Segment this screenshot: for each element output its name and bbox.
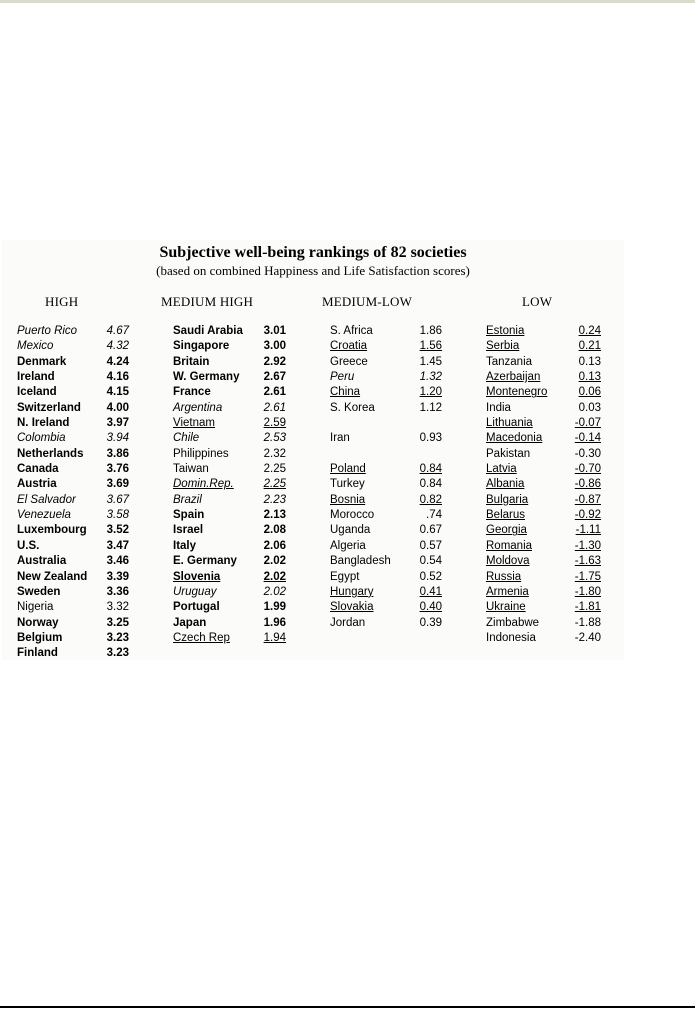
country-name: Uganda: [330, 524, 371, 537]
country-name: China: [330, 386, 361, 399]
ranking-row-medium-low: [330, 585, 442, 600]
score-value: 4.32: [106, 340, 129, 353]
country-name: Jordan: [330, 616, 366, 629]
ranking-row-high: [17, 447, 129, 462]
country-name: Colombia: [17, 432, 66, 445]
country-name: Peru: [330, 371, 355, 384]
score-value: -1.63: [574, 555, 601, 568]
country-name: Bulgaria: [486, 493, 529, 506]
ranking-row-medium-high: [173, 616, 286, 631]
column-header-medium-low: MEDIUM-LOW: [322, 294, 413, 309]
score-value: 0.52: [419, 570, 442, 583]
ranking-row-medium-low: [330, 493, 442, 508]
country-name: Slovakia: [330, 601, 374, 614]
score-value: 2.32: [263, 447, 286, 460]
score-value: 3.36: [106, 585, 129, 598]
country-name: India: [486, 401, 511, 414]
score-value: 1.94: [263, 631, 286, 644]
figure-subtitle: (based on combined Happiness and Life Satisfaction scores): [156, 263, 470, 278]
ranking-row-medium-low: [330, 447, 442, 462]
ranking-row-medium-low: [330, 462, 442, 477]
ranking-row-high: [17, 585, 129, 600]
country-name: Iran: [330, 432, 350, 445]
ranking-row-high: [17, 631, 129, 646]
ranking-row-medium-low: [330, 523, 442, 538]
score-value: 3.00: [263, 340, 286, 353]
score-value: 3.23: [106, 631, 129, 644]
score-value: 0.40: [419, 601, 442, 614]
ranking-row-medium-high: [173, 570, 286, 585]
ranking-row-medium-high: [173, 462, 286, 477]
ranking-row-low: [486, 462, 601, 477]
score-value: 2.06: [263, 539, 286, 552]
score-value: 0.03: [578, 401, 601, 414]
country-name: Belgium: [17, 631, 63, 644]
ranking-row-low: [486, 401, 601, 416]
score-value: 4.00: [106, 401, 129, 414]
score-value: 0.13: [578, 355, 601, 368]
country-name: Uruguay: [173, 585, 217, 598]
country-name: Macedonia: [486, 432, 543, 445]
country-name: Zimbabwe: [486, 616, 540, 629]
ranking-row-low: [486, 585, 601, 600]
figure-title: Subjective well-being rankings of 82 societies: [159, 244, 467, 261]
country-name: New Zealand: [17, 570, 88, 583]
score-value: 0.82: [419, 493, 442, 506]
ranking-row-high: [17, 401, 129, 416]
ranking-row-low: [486, 508, 601, 523]
score-value: 0.93: [419, 432, 442, 445]
score-value: 1.56: [419, 340, 442, 353]
ranking-row-low: [486, 416, 601, 431]
ranking-row-medium-high: [173, 493, 286, 508]
ranking-row-medium-low: [330, 324, 442, 339]
country-name: Turkey: [330, 478, 365, 491]
score-value: 3.94: [106, 432, 129, 445]
score-value: -0.30: [574, 447, 601, 460]
country-name: Iceland: [17, 386, 57, 399]
score-value: -1.30: [574, 539, 601, 552]
score-value: 1.20: [419, 386, 442, 399]
ranking-row-medium-high: [173, 539, 286, 554]
country-name: Japan: [173, 616, 207, 629]
ranking-row-medium-low: [330, 477, 442, 492]
ranking-row-low: [486, 554, 601, 569]
ranking-row-medium-high: [173, 401, 286, 416]
ranking-row-high: [17, 477, 129, 492]
ranking-row-high: [17, 385, 129, 400]
country-name: Poland: [330, 463, 366, 476]
column-header-low: LOW: [522, 294, 553, 309]
country-name: Montenegro: [486, 386, 548, 399]
country-name: Slovenia: [173, 570, 221, 583]
ranking-row-medium-low: [330, 539, 442, 554]
ranking-row-medium-high: [173, 600, 286, 615]
score-value: 0.24: [578, 325, 601, 337]
country-name: Belarus: [486, 509, 525, 522]
score-value: 2.53: [263, 432, 286, 445]
country-name: Norway: [17, 616, 59, 629]
country-name: Ireland: [17, 371, 55, 384]
country-name: Ukraine: [486, 601, 526, 614]
ranking-row-low: [486, 616, 601, 631]
country-name: S. Korea: [330, 401, 375, 414]
country-name: Canada: [17, 463, 59, 476]
country-name: Latvia: [486, 463, 517, 476]
column-medium-low: [330, 324, 442, 631]
score-value: 2.61: [263, 401, 286, 414]
ranking-row-medium-low: [330, 385, 442, 400]
ranking-row-medium-high: [173, 554, 286, 569]
score-value: 1.96: [263, 616, 286, 629]
ranking-row-high: [17, 431, 129, 446]
country-name: Estonia: [486, 325, 525, 337]
ranking-row-high: [17, 355, 129, 370]
score-value: 2.02: [263, 585, 286, 598]
country-name: Switzerland: [17, 401, 81, 414]
score-value: 2.59: [263, 417, 286, 430]
ranking-row-high: [17, 370, 129, 385]
country-name: Netherlands: [17, 447, 84, 460]
ranking-row-low: [486, 493, 601, 508]
country-name: Australia: [17, 555, 67, 568]
ranking-row-medium-low: [330, 431, 442, 446]
ranking-row-low: [486, 385, 601, 400]
score-value: 4.16: [106, 371, 129, 384]
score-value: 1.32: [419, 371, 442, 384]
score-value: 3.01: [263, 325, 286, 337]
ranking-row-medium-low: [330, 554, 442, 569]
score-value: 2.08: [263, 524, 286, 537]
ranking-row-low: [486, 339, 601, 354]
score-value: 1.45: [419, 355, 442, 368]
ranking-row-high: [17, 339, 129, 354]
score-value: 3.69: [106, 478, 129, 491]
country-name: Brazil: [173, 493, 202, 506]
country-name: Greece: [330, 355, 368, 368]
country-name: W. Germany: [173, 371, 240, 384]
ranking-row-medium-low: [330, 355, 442, 370]
column-low: [486, 324, 601, 646]
ranking-row-high: [17, 539, 129, 554]
score-value: 0.13: [578, 371, 601, 384]
score-value: -0.70: [574, 463, 601, 476]
country-name: France: [173, 386, 211, 399]
score-value: 0.84: [419, 478, 442, 491]
ranking-row-medium-high: [173, 431, 286, 446]
ranking-row-medium-low: [330, 416, 442, 431]
ranking-row-medium-high: [173, 324, 286, 339]
ranking-row-medium-high: [173, 385, 286, 400]
score-value: 3.47: [106, 539, 129, 552]
ranking-row-medium-low: [330, 570, 442, 585]
country-name: Italy: [173, 539, 197, 552]
score-value: -0.86: [574, 478, 601, 491]
country-name: Romania: [486, 539, 533, 552]
country-name: Finland: [17, 647, 58, 660]
ranking-row-medium-low: [330, 401, 442, 416]
ranking-row-medium-high: [173, 339, 286, 354]
country-name: Bangladesh: [330, 555, 391, 568]
country-name: Egypt: [330, 570, 360, 583]
ranking-row-high: [17, 554, 129, 569]
country-name: Czech Rep: [173, 631, 230, 644]
score-value: 3.25: [106, 616, 129, 629]
ranking-row-high: [17, 600, 129, 615]
country-name: Armenia: [486, 585, 529, 598]
score-value: 1.12: [419, 401, 442, 414]
country-name: Israel: [173, 524, 204, 537]
country-name: Domin.Rep.: [173, 478, 234, 491]
score-value: -1.75: [574, 570, 601, 583]
score-value: 2.25: [263, 463, 286, 476]
country-name: Denmark: [17, 355, 67, 368]
ranking-row-low: [486, 600, 601, 615]
ranking-row-low: [486, 539, 601, 554]
score-value: 0.39: [419, 616, 442, 629]
country-name: U.S.: [17, 539, 40, 552]
score-value: 3.67: [106, 493, 129, 506]
score-value: 3.52: [106, 524, 129, 537]
country-name: Lithuania: [486, 417, 533, 430]
country-name: Morocco: [330, 509, 375, 522]
score-value: 0.54: [419, 555, 442, 568]
score-value: -0.87: [574, 493, 601, 506]
country-name: Bosnia: [330, 493, 366, 506]
country-name: Croatia: [330, 340, 368, 353]
ranking-row-high: [17, 523, 129, 538]
country-name: S. Africa: [330, 325, 373, 337]
country-name: Philippines: [173, 447, 229, 460]
score-value: 2.02: [263, 570, 286, 583]
country-name: El Salvador: [17, 493, 76, 506]
ranking-row-high: [17, 324, 129, 339]
ranking-row-medium-high: [173, 585, 286, 600]
score-value: 3.97: [106, 417, 129, 430]
country-name: Georgia: [486, 524, 527, 537]
score-value: 1.86: [419, 325, 442, 337]
ranking-row-high: [17, 616, 129, 631]
ranking-row-medium-low: [330, 616, 442, 631]
ranking-row-medium-high: [173, 447, 286, 462]
score-value: 1.99: [263, 601, 286, 614]
score-value: 0.67: [419, 524, 442, 537]
country-name: Nigeria: [17, 601, 54, 614]
score-value: 2.23: [263, 493, 286, 506]
score-value: -1.11: [575, 524, 601, 537]
score-value: 3.39: [106, 570, 129, 583]
country-name: Russia: [486, 570, 522, 583]
score-value: 4.15: [106, 386, 129, 399]
ranking-row-low: [486, 431, 601, 446]
country-name: E. Germany: [173, 555, 237, 568]
score-value: -1.88: [574, 616, 601, 629]
country-name: Taiwan: [173, 463, 209, 476]
score-value: 0.57: [419, 539, 442, 552]
ranking-row-medium-low: [330, 508, 442, 523]
column-high: [17, 324, 129, 662]
ranking-row-medium-high: [173, 355, 286, 370]
ranking-row-low: [486, 324, 601, 339]
country-name: Moldova: [486, 555, 530, 568]
country-name: N. Ireland: [17, 417, 70, 430]
score-value: -2.40: [574, 631, 601, 644]
score-value: 3.76: [106, 463, 129, 476]
ranking-row-low: [486, 355, 601, 370]
score-value: 2.02: [263, 555, 286, 568]
ranking-row-medium-high: [173, 370, 286, 385]
ranking-row-medium-high: [173, 523, 286, 538]
score-value: 2.13: [263, 509, 286, 522]
ranking-row-low: [486, 370, 601, 385]
rankings-figure: [2, 240, 624, 660]
score-value: -0.14: [574, 432, 601, 445]
ranking-row-low: [486, 570, 601, 585]
country-name: Pakistan: [486, 447, 531, 460]
score-value: 0.06: [578, 386, 601, 399]
score-value: -1.81: [574, 601, 601, 614]
country-name: Indonesia: [486, 631, 536, 644]
score-value: -1.80: [574, 585, 601, 598]
country-name: Sweden: [17, 585, 61, 598]
score-value: 0.84: [419, 463, 442, 476]
country-name: Luxembourg: [17, 524, 87, 537]
ranking-row-low: [486, 523, 601, 538]
score-value: 3.32: [106, 601, 129, 614]
country-name: Serbia: [486, 340, 520, 353]
country-name: Chile: [173, 432, 200, 445]
score-value: 0.41: [419, 585, 442, 598]
ranking-row-medium-low: [330, 600, 442, 615]
column-header-medium-high: MEDIUM HIGH: [161, 294, 254, 309]
country-name: Argentina: [173, 401, 223, 414]
score-value: 3.58: [106, 509, 129, 522]
column-header-high: HIGH: [45, 294, 79, 309]
score-value: 2.67: [263, 371, 286, 384]
column-medium-high: [173, 324, 286, 646]
country-name: Algeria: [330, 539, 366, 552]
country-name: Hungary: [330, 585, 374, 598]
score-value: 0.21: [578, 340, 601, 353]
score-value: 2.92: [263, 355, 286, 368]
country-name: Austria: [17, 478, 57, 491]
country-name: Azerbaijan: [486, 371, 541, 384]
ranking-row-medium-high: [173, 416, 286, 431]
score-value: 2.25: [263, 478, 286, 491]
ranking-row-medium-high: [173, 631, 286, 646]
score-value: .74: [426, 509, 442, 522]
country-name: Vietnam: [173, 417, 215, 430]
ranking-row-high: [17, 508, 129, 523]
score-value: 3.46: [106, 555, 129, 568]
ranking-row-high: [17, 493, 129, 508]
ranking-row-high: [17, 416, 129, 431]
country-name: Venezuela: [17, 509, 71, 522]
country-name: Portugal: [173, 601, 220, 614]
country-name: Britain: [173, 355, 210, 368]
score-value: 4.67: [106, 325, 129, 337]
country-name: Spain: [173, 509, 205, 522]
country-name: Puerto Rico: [17, 325, 78, 337]
ranking-row-low: [486, 477, 601, 492]
ranking-row-high: [17, 646, 129, 661]
score-value: 3.23: [106, 647, 129, 660]
ranking-row-medium-low: [330, 370, 442, 385]
ranking-row-low: [486, 631, 601, 646]
ranking-row-medium-high: [173, 508, 286, 523]
score-value: -0.07: [574, 417, 601, 430]
country-name: Albania: [486, 478, 525, 491]
top-page-rule: [0, 0, 695, 3]
ranking-row-high: [17, 570, 129, 585]
country-name: Tanzania: [486, 355, 533, 368]
score-value: 4.24: [106, 355, 129, 368]
ranking-row-medium-high: [173, 477, 286, 492]
score-value: 2.61: [263, 386, 286, 399]
ranking-row-high: [17, 462, 129, 477]
country-name: Singapore: [173, 340, 230, 353]
ranking-row-medium-low: [330, 339, 442, 354]
country-name: Mexico: [17, 340, 54, 353]
ranking-row-low: [486, 447, 601, 462]
bottom-page-rule: [0, 1006, 695, 1008]
score-value: 3.86: [106, 447, 129, 460]
score-value: -0.92: [574, 509, 601, 522]
country-name: Saudi Arabia: [173, 325, 243, 337]
